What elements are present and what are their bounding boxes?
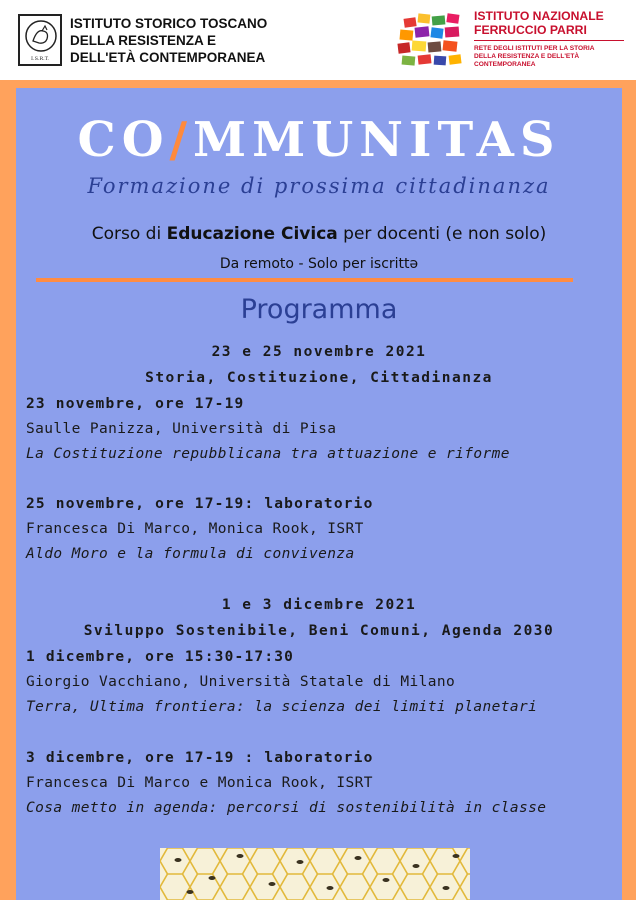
title-left: CO: [77, 112, 170, 168]
communitas-title: [16, 112, 622, 168]
course-post: per docenti (e non solo): [337, 224, 547, 244]
section2-session2-who: Francesca Di Marco e Monica Rook, ISRT: [26, 775, 373, 791]
orange-divider: [36, 278, 573, 282]
section1-session1-what: La Costituzione repubblicana tra attuazione e riforme: [26, 446, 510, 462]
course-bold: Educazione Civica: [166, 224, 338, 244]
section2-session2-when: 3 dicembre, ore 17-19 : laboratorio: [26, 750, 374, 766]
program-heading: Programma: [240, 294, 398, 325]
section1-session2-when: 25 novembre, ore 17-19: laboratorio: [26, 496, 374, 512]
section2-session1-when: 1 dicembre, ore 15:30-17:30: [26, 649, 295, 665]
title-right: MMUNITAS: [193, 112, 561, 168]
course-subtitle: Formazione di prossima cittadinanza: [87, 174, 551, 198]
section1-dates: 23 e 25 novembre 2021: [211, 344, 427, 360]
section1-topic: Storia, Costituzione, Cittadinanza: [145, 370, 493, 386]
header: [0, 0, 636, 80]
section2-session2-what: Cosa metto in agenda: percorsi di sostenibilità in classe: [26, 800, 547, 816]
section2-dates: 1 e 3 dicembre 2021: [221, 597, 417, 613]
section1-session1-when: 23 novembre, ore 17-19: [26, 396, 245, 412]
isrt-logo-text: I.S.R.T.: [31, 56, 49, 62]
section1-session2-what: Aldo Moro e la formula di convivenza: [26, 546, 355, 562]
section1-session1-who: Saulle Panizza, Università di Pisa: [26, 421, 337, 437]
remote-notice: Da remoto - Solo per iscrittə: [219, 256, 419, 272]
course-description: [16, 224, 622, 244]
honeycomb-bees-icon: [160, 848, 470, 900]
section1-session2-who: Francesca Di Marco, Monica Rook, ISRT: [26, 521, 364, 537]
course-pre: Corso di: [91, 224, 167, 244]
parri-logo-icon: [396, 12, 470, 70]
isrt-logo-icon: [18, 14, 62, 66]
section2-session1-what: Terra, Ultima frontiera: la scienza dei limiti planetari: [26, 699, 538, 715]
parri-institute-title: ISTITUTO NAZIONALE FERRUCCIO PARRI: [474, 9, 604, 37]
section2-topic: Sviluppo Sostenibile, Beni Comuni, Agenda 2030: [83, 623, 555, 639]
program-panel: [16, 88, 622, 900]
isrt-institute-name: ISTITUTO STORICO TOSCANO DELLA RESISTENZA E DELL'ETÀ CONTEMPORANEA: [70, 16, 268, 65]
parri-institute-subtitle: RETE DEGLI ISTITUTI PER LA STORIA DELLA RESISTENZA E DELL'ETÀ CONTEMPORANEA: [474, 45, 595, 68]
section2-session1-who: Giorgio Vacchiano, Università Statale di Milano: [26, 674, 456, 690]
parri-divider: [474, 40, 624, 41]
title-slash: /: [169, 112, 194, 168]
